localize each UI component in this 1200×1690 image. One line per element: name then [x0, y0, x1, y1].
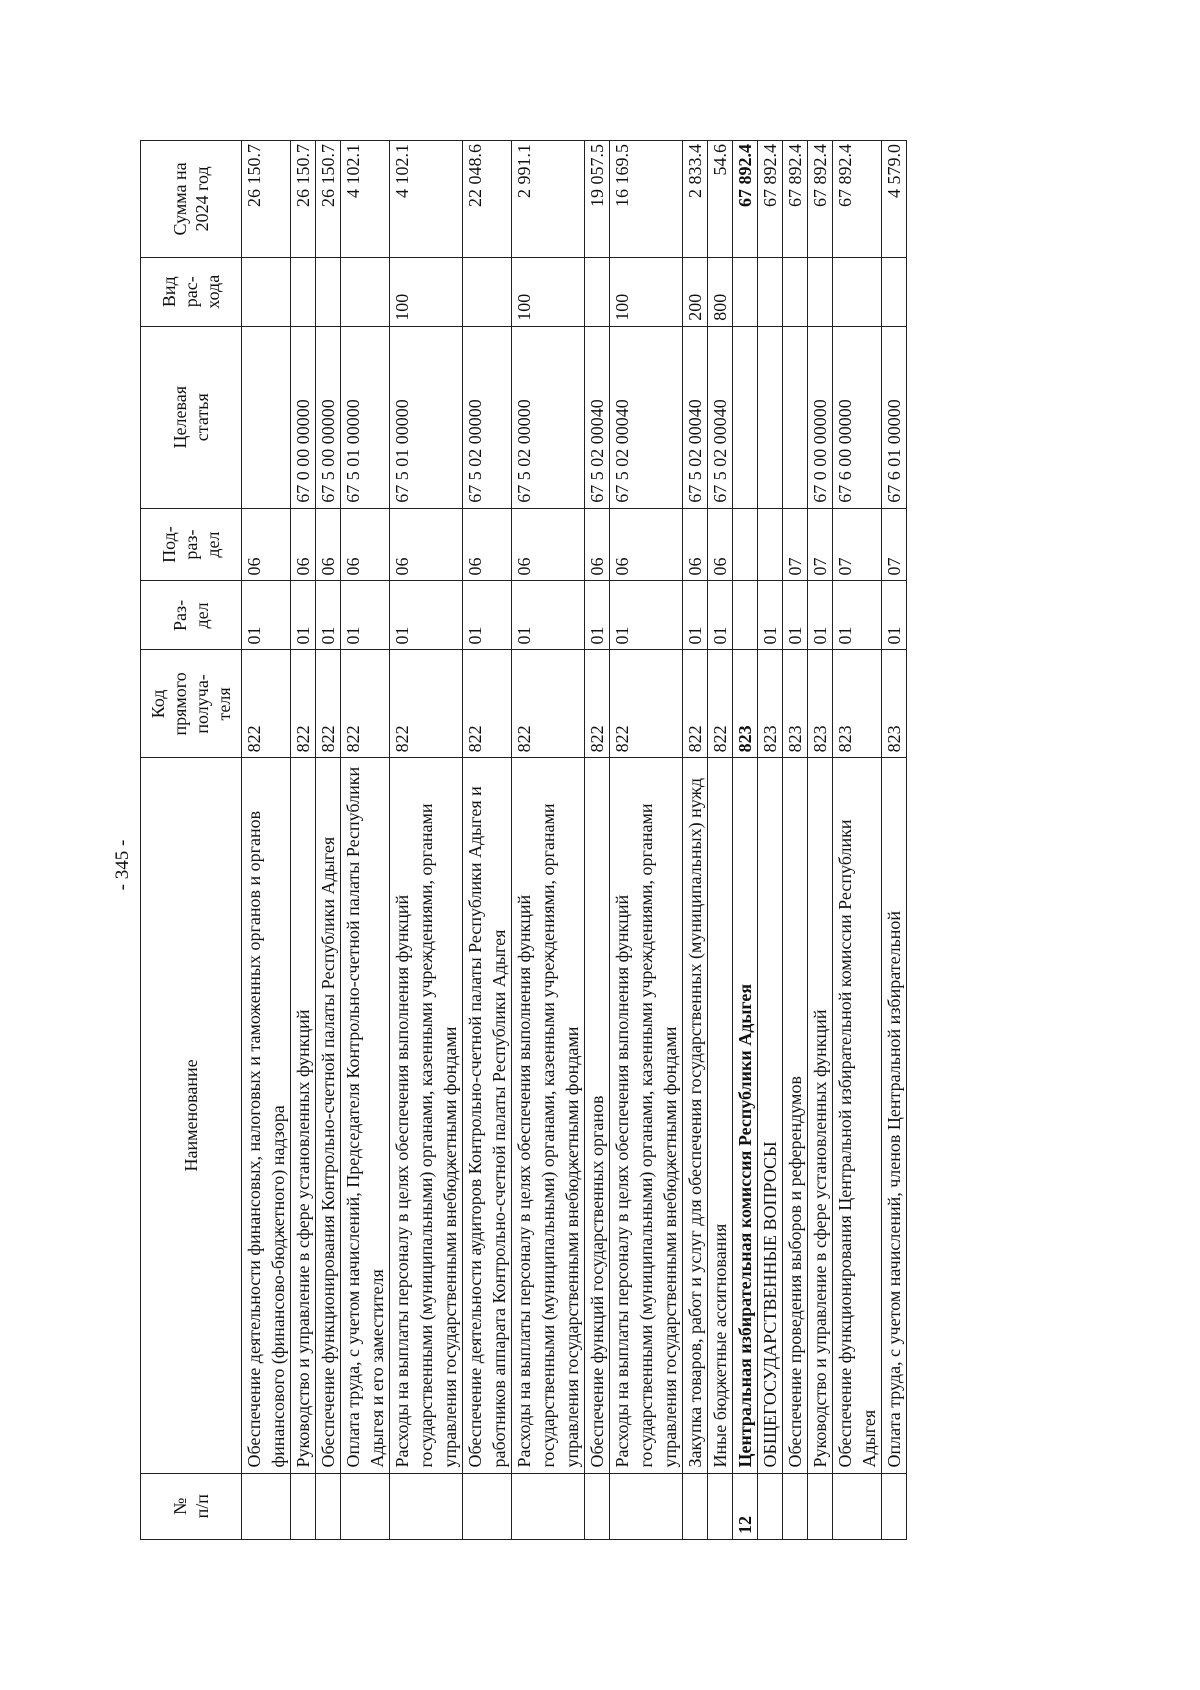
- cell-name: Расходы на выплаты персоналу в целях обеспечения выполнения функций государственными (муниципальными) органами, казенными учреждениями, органами управления государственными внебюджетными фондами: [390, 758, 463, 1473]
- cell-vr: [316, 257, 341, 326]
- cell-rz: 01: [512, 581, 585, 650]
- cell-rz: 01: [882, 581, 907, 650]
- cell-sum: 26 150.7: [242, 141, 291, 258]
- cell-vr: [808, 257, 833, 326]
- cell-vr: [783, 257, 808, 326]
- table-row: [733, 141, 758, 1540]
- table-row: [390, 141, 463, 1540]
- cell-code: 823: [833, 650, 882, 758]
- cell-name: Расходы на выплаты персоналу в целях обеспечения выполнения функций государственными (муниципальными) органами, казенными учреждениями, органами управления государственными внебюджетными фондами: [512, 758, 585, 1473]
- cell-num: [808, 1473, 833, 1539]
- cell-sum: 67 892.4: [758, 141, 783, 258]
- cell-code: 822: [316, 650, 341, 758]
- table-header-row: [141, 141, 242, 1540]
- cell-rz: 01: [390, 581, 463, 650]
- cell-sum: 54.6: [708, 141, 733, 258]
- cell-rz: 01: [316, 581, 341, 650]
- cell-pr: 07: [783, 508, 808, 581]
- cell-rz: 01: [708, 581, 733, 650]
- cell-rz: 01: [341, 581, 390, 650]
- table-row: [758, 141, 783, 1540]
- cell-cs: 67 5 02 00000: [512, 326, 585, 508]
- header-vid: Вид рас- хода: [141, 257, 242, 326]
- cell-rz: 01: [808, 581, 833, 650]
- cell-sum: 4 102.1: [390, 141, 463, 258]
- cell-name: Обеспечение деятельности финансовых, налоговых и таможенных органов и органов финансового (финансово-бюджетного) надзора: [242, 758, 291, 1473]
- cell-code: 822: [683, 650, 708, 758]
- cell-pr: [758, 508, 783, 581]
- cell-pr: 06: [683, 508, 708, 581]
- header-num: № п/п: [141, 1473, 242, 1539]
- header-podrazdel: Под- раз- дел: [141, 508, 242, 581]
- cell-name: Руководство и управление в сфере установленных функций: [291, 758, 316, 1473]
- cell-cs: 67 5 01 00000: [390, 326, 463, 508]
- cell-name: Руководство и управление в сфере установленных функций: [808, 758, 833, 1473]
- cell-pr: 06: [242, 508, 291, 581]
- cell-name: Обеспечение функций государственных органов: [585, 758, 610, 1473]
- cell-rz: 01: [833, 581, 882, 650]
- cell-code: 823: [758, 650, 783, 758]
- table-row: [512, 141, 585, 1540]
- table-row: [316, 141, 341, 1540]
- cell-pr: 07: [808, 508, 833, 581]
- cell-sum: 2 991.1: [512, 141, 585, 258]
- cell-code: 822: [708, 650, 733, 758]
- cell-name: Обеспечение функционирования Контрольно-счетной палаты Республики Адыгея: [316, 758, 341, 1473]
- cell-code: 823: [882, 650, 907, 758]
- cell-num: [758, 1473, 783, 1539]
- cell-num: [833, 1473, 882, 1539]
- cell-name: Расходы на выплаты персоналу в целях обеспечения выполнения функций государственными (муниципальными) органами, казенными учреждениями, органами управления государственными внебюджетными фондами: [610, 758, 683, 1473]
- cell-cs: 67 6 01 00000: [882, 326, 907, 508]
- cell-name: ОБЩЕГОСУДАРСТВЕННЫЕ ВОПРОСЫ: [758, 758, 783, 1473]
- cell-pr: 06: [463, 508, 512, 581]
- rotated-table-container: [140, 140, 1060, 1540]
- cell-cs: 67 5 02 00000: [463, 326, 512, 508]
- cell-code: 822: [242, 650, 291, 758]
- cell-pr: 06: [610, 508, 683, 581]
- cell-cs: 67 5 02 00040: [683, 326, 708, 508]
- cell-pr: 06: [341, 508, 390, 581]
- cell-num: [882, 1473, 907, 1539]
- cell-num: [341, 1473, 390, 1539]
- cell-vr: [341, 257, 390, 326]
- cell-vr: [242, 257, 291, 326]
- cell-vr: [833, 257, 882, 326]
- cell-num: [291, 1473, 316, 1539]
- cell-code: 822: [610, 650, 683, 758]
- cell-rz: 01: [758, 581, 783, 650]
- cell-pr: [733, 508, 758, 581]
- cell-name: Обеспечение функционирования Центральной избирательной комиссии Республики Адыгея: [833, 758, 882, 1473]
- cell-sum: 4 102.1: [341, 141, 390, 258]
- table-row: [610, 141, 683, 1540]
- cell-sum: 19 057.5: [585, 141, 610, 258]
- cell-code: 822: [585, 650, 610, 758]
- cell-pr: 07: [833, 508, 882, 581]
- cell-code: 822: [512, 650, 585, 758]
- cell-pr: 06: [291, 508, 316, 581]
- cell-cs: 67 5 00 00000: [316, 326, 341, 508]
- cell-name: Оплата труда, с учетом начислений, членов Центральной избирательной: [882, 758, 907, 1473]
- table-row: [341, 141, 390, 1540]
- cell-num: [463, 1473, 512, 1539]
- cell-sum: 22 048.6: [463, 141, 512, 258]
- cell-sum: 16 169.5: [610, 141, 683, 258]
- cell-vr: 800: [708, 257, 733, 326]
- cell-pr: 06: [390, 508, 463, 581]
- table-row: [291, 141, 316, 1540]
- header-code: Код прямого получа- теля: [141, 650, 242, 758]
- cell-cs: 67 5 01 00000: [341, 326, 390, 508]
- cell-rz: 01: [291, 581, 316, 650]
- cell-name: Центральная избирательная комиссия Республики Адыгея: [733, 758, 758, 1473]
- table-row: [708, 141, 733, 1540]
- cell-vr: [882, 257, 907, 326]
- cell-cs: 67 0 00 00000: [291, 326, 316, 508]
- header-razdel: Раз- дел: [141, 581, 242, 650]
- cell-rz: 01: [242, 581, 291, 650]
- cell-num: [683, 1473, 708, 1539]
- cell-cs: 67 0 00 00000: [808, 326, 833, 508]
- cell-code: 822: [463, 650, 512, 758]
- cell-code: 823: [733, 650, 758, 758]
- table-row: [585, 141, 610, 1540]
- cell-sum: 67 892.4: [783, 141, 808, 258]
- cell-vr: [733, 257, 758, 326]
- table-body: [242, 141, 907, 1540]
- cell-rz: 01: [610, 581, 683, 650]
- cell-name: Оплата труда, с учетом начислений, Председателя Контрольно-счетной палаты Республики Адыгея и его заместителя: [341, 758, 390, 1473]
- budget-table: [140, 140, 907, 1540]
- cell-vr: [463, 257, 512, 326]
- cell-num: [585, 1473, 610, 1539]
- cell-name: Иные бюджетные ассигнования: [708, 758, 733, 1473]
- cell-rz: [733, 581, 758, 650]
- cell-name: Обеспечение проведения выборов и референдумов: [783, 758, 808, 1473]
- header-name: Наименование: [141, 758, 242, 1473]
- cell-sum: 4 579.0: [882, 141, 907, 258]
- cell-cs: [783, 326, 808, 508]
- table-row: [242, 141, 291, 1540]
- cell-pr: 06: [708, 508, 733, 581]
- cell-sum: 26 150.7: [316, 141, 341, 258]
- cell-pr: 07: [882, 508, 907, 581]
- header-sum: Сумма на 2024 год: [141, 141, 242, 258]
- header-target: Целевая статья: [141, 326, 242, 508]
- cell-cs: [733, 326, 758, 508]
- cell-vr: 100: [610, 257, 683, 326]
- cell-code: 822: [291, 650, 316, 758]
- cell-num: 12: [733, 1473, 758, 1539]
- cell-cs: 67 5 02 00040: [585, 326, 610, 508]
- cell-cs: 67 5 02 00040: [610, 326, 683, 508]
- cell-vr: [758, 257, 783, 326]
- cell-num: [783, 1473, 808, 1539]
- cell-vr: [585, 257, 610, 326]
- cell-vr: 100: [390, 257, 463, 326]
- cell-rz: 01: [783, 581, 808, 650]
- cell-rz: 01: [683, 581, 708, 650]
- table-row: [683, 141, 708, 1540]
- cell-pr: 06: [512, 508, 585, 581]
- cell-vr: 100: [512, 257, 585, 326]
- cell-name: Обеспечение деятельности аудиторов Контрольно-счетной палаты Республики Адыгея и работников аппарата Контрольно-счетной палаты Республики Адыгея: [463, 758, 512, 1473]
- cell-num: [316, 1473, 341, 1539]
- cell-num: [390, 1473, 463, 1539]
- cell-num: [708, 1473, 733, 1539]
- cell-code: 823: [783, 650, 808, 758]
- table-row: [808, 141, 833, 1540]
- cell-sum: 67 892.4: [733, 141, 758, 258]
- cell-code: 823: [808, 650, 833, 758]
- cell-vr: [291, 257, 316, 326]
- cell-rz: 01: [585, 581, 610, 650]
- cell-num: [512, 1473, 585, 1539]
- cell-cs: [242, 326, 291, 508]
- cell-name: Закупка товаров, работ и услуг для обеспечения государственных (муниципальных) нужд: [683, 758, 708, 1473]
- cell-sum: 26 150.7: [291, 141, 316, 258]
- table-row: [463, 141, 512, 1540]
- cell-rz: 01: [463, 581, 512, 650]
- cell-pr: 06: [585, 508, 610, 581]
- cell-code: 822: [390, 650, 463, 758]
- cell-sum: 67 892.4: [833, 141, 882, 258]
- table-row: [882, 141, 907, 1540]
- table-row: [783, 141, 808, 1540]
- cell-sum: 2 833.4: [683, 141, 708, 258]
- cell-sum: 67 892.4: [808, 141, 833, 258]
- cell-num: [242, 1473, 291, 1539]
- cell-vr: 200: [683, 257, 708, 326]
- cell-cs: 67 6 00 00000: [833, 326, 882, 508]
- cell-cs: 67 5 02 00040: [708, 326, 733, 508]
- cell-pr: 06: [316, 508, 341, 581]
- page-number: - 345 -: [112, 839, 133, 891]
- cell-num: [610, 1473, 683, 1539]
- cell-cs: [758, 326, 783, 508]
- table-row: [833, 141, 882, 1540]
- cell-code: 822: [341, 650, 390, 758]
